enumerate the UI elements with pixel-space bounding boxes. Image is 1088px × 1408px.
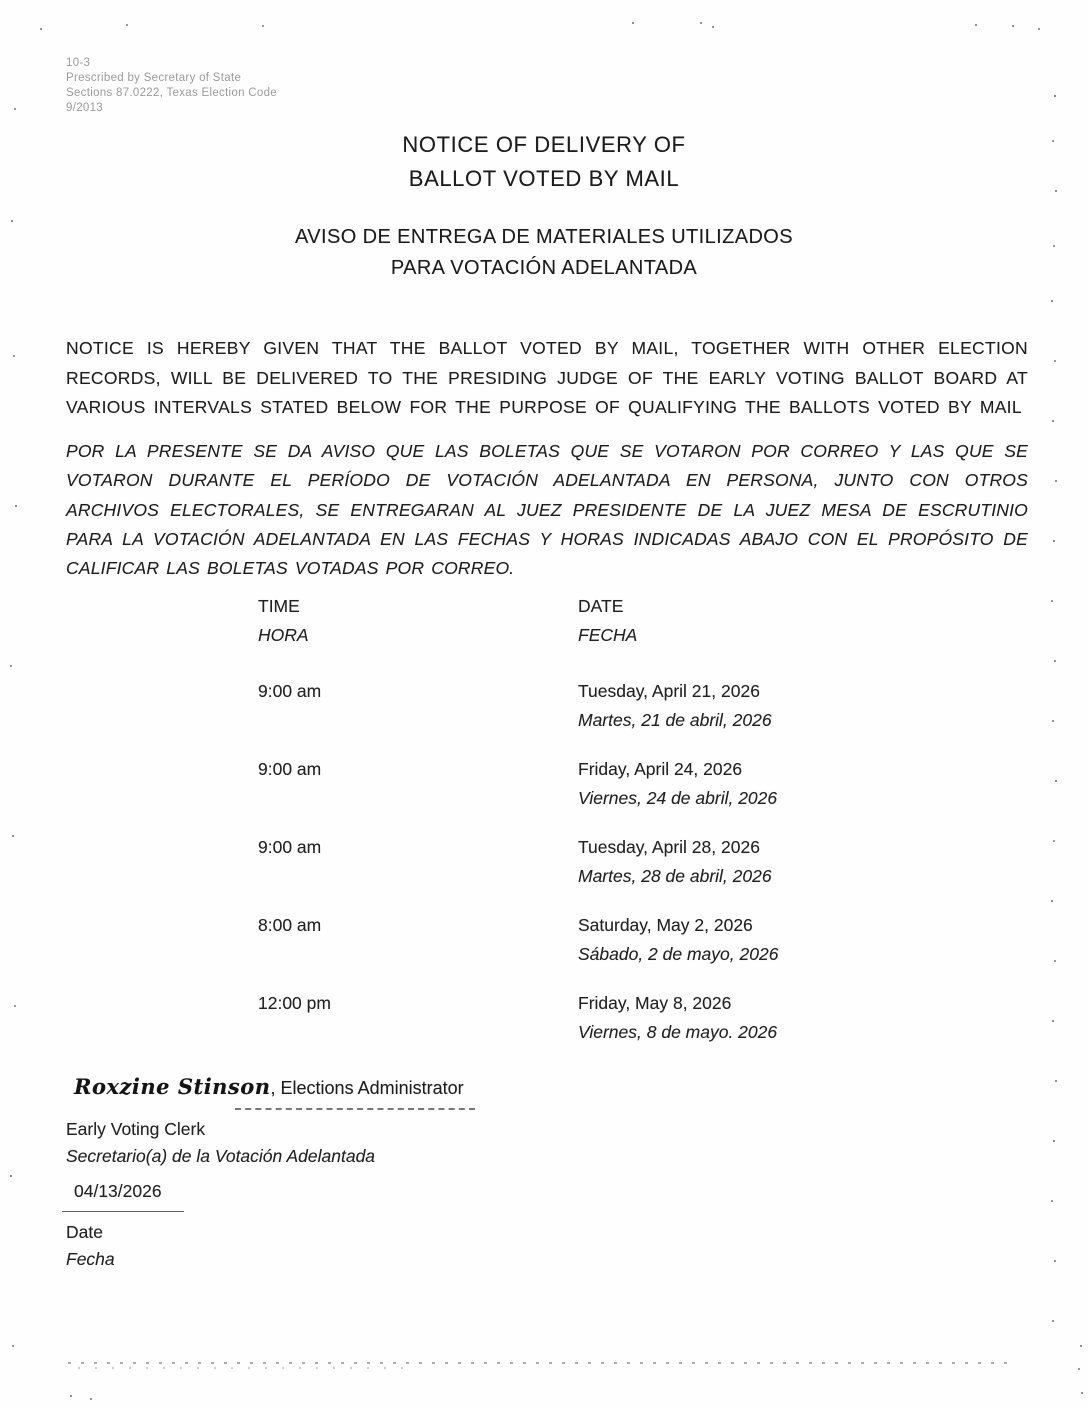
schedule-date-es: Martes, 21 de abril, 2026	[578, 709, 772, 730]
date-underline	[62, 1186, 184, 1212]
scan-noise-line-2	[78, 1367, 408, 1369]
form-code-section: Sections 87.0222, Texas Election Code	[66, 87, 277, 99]
schedule-date-en: Tuesday, April 28, 2026	[578, 837, 760, 857]
schedule-row	[258, 755, 778, 812]
subtitle-line-1: AVISO DE ENTREGA DE MATERIALES UTILIZADOS	[295, 226, 793, 248]
date-header	[578, 592, 637, 649]
date-label-spanish: Fecha	[66, 1249, 115, 1269]
scan-noise-dots	[0, 0, 2, 2]
schedule-date-es: Sábado, 2 de mayo, 2026	[578, 943, 779, 964]
signature-name: Roxzine Stinson	[74, 1074, 271, 1099]
schedule-time: 9:00 am	[258, 837, 322, 857]
schedule-date-es: Viernes, 24 de abril, 2026	[578, 787, 778, 808]
form-number: 10-3	[66, 57, 91, 69]
notice-paragraph-english: NOTICE IS HEREBY GIVEN THAT THE BALLOT VOTED BY MAIL, TOGETHER WITH OTHER ELECTION RECORDS, WILL BE DELIVERED TO THE PRESIDING JUDGE OF THE EARLY VOTING BALLOT BOARD AT VARIOUS INTERVALS STATED BELOW FOR THE PURPOSE OF QUALIFYING THE BALLOTS VOTED BY MAIL	[66, 338, 1028, 417]
delivery-schedule	[258, 592, 778, 1067]
schedule-time: 8:00 am	[258, 915, 322, 935]
subtitle-line-2: PARA VOTACIÓN ADELANTADA	[390, 257, 698, 279]
schedule-row	[258, 989, 778, 1046]
schedule-time: 9:00 am	[258, 681, 322, 701]
schedule-time: 9:00 am	[258, 759, 322, 779]
form-revision-date: 9/2013	[66, 102, 103, 114]
schedule-time: 12:00 pm	[258, 993, 331, 1013]
date-header-es: FECHA	[578, 624, 638, 645]
schedule-header-row	[258, 592, 778, 649]
schedule-row	[258, 911, 778, 968]
schedule-row	[258, 677, 778, 734]
signature-underline	[235, 1082, 475, 1110]
schedule-date	[578, 677, 772, 734]
schedule-date-en: Saturday, May 2, 2026	[578, 915, 753, 935]
form-prescribed-by: Prescribed by Secretary of State	[66, 72, 242, 84]
date-label-english: Date	[66, 1222, 103, 1242]
notice-paragraph-spanish: POR LA PRESENTE SE DA AVISO QUE LAS BOLETAS QUE SE VOTARON POR CORREO Y LAS QUE SE VOTARON DURANTE EL PERÍODO DE VOTACIÓN ADELANTADA EN PERSONA, JUNTO CON OTROS ARCHIVOS ELECTORALES, SE ENTREGARAN AL JUEZ PRESIDENTE DE LA JUEZ MESA DE ESCRUTINIO PARA LA VOTACIÓN ADELANTADA EN LAS FECHAS Y HORAS INDICADAS ABAJO CON EL PROPÓSITO DE CALIFICAR LAS BOLETAS VOTADAS POR CORREO.	[66, 441, 1028, 579]
signature-title: , Elections Administrator	[270, 1078, 464, 1098]
schedule-row	[258, 833, 778, 890]
document-title	[0, 128, 1088, 196]
document-subtitle-spanish	[0, 222, 1088, 284]
schedule-date	[578, 833, 772, 890]
title-line-1: NOTICE OF DELIVERY OF	[402, 132, 686, 157]
time-header-es: HORA	[258, 624, 309, 645]
schedule-date-es: Viernes, 8 de mayo. 2026	[578, 1021, 778, 1042]
time-header	[258, 592, 578, 649]
signer-role-spanish: Secretario(a) de la Votación Adelantada	[66, 1146, 376, 1166]
schedule-date-en: Friday, April 24, 2026	[578, 759, 743, 779]
schedule-date	[578, 989, 777, 1046]
date-header-en: DATE	[578, 596, 624, 616]
schedule-date-en: Friday, May 8, 2026	[578, 993, 732, 1013]
signer-role-english: Early Voting Clerk	[66, 1119, 206, 1139]
time-header-en: TIME	[258, 596, 300, 616]
form-meta	[66, 56, 277, 116]
signature-date-value: 04/13/2026	[74, 1181, 162, 1201]
schedule-date	[578, 911, 778, 968]
title-line-2: BALLOT VOTED BY MAIL	[408, 166, 680, 191]
schedule-date	[578, 755, 777, 812]
schedule-date-en: Tuesday, April 21, 2026	[578, 681, 760, 701]
schedule-date-es: Martes, 28 de abril, 2026	[578, 865, 772, 886]
scan-noise-line	[68, 1362, 1013, 1364]
